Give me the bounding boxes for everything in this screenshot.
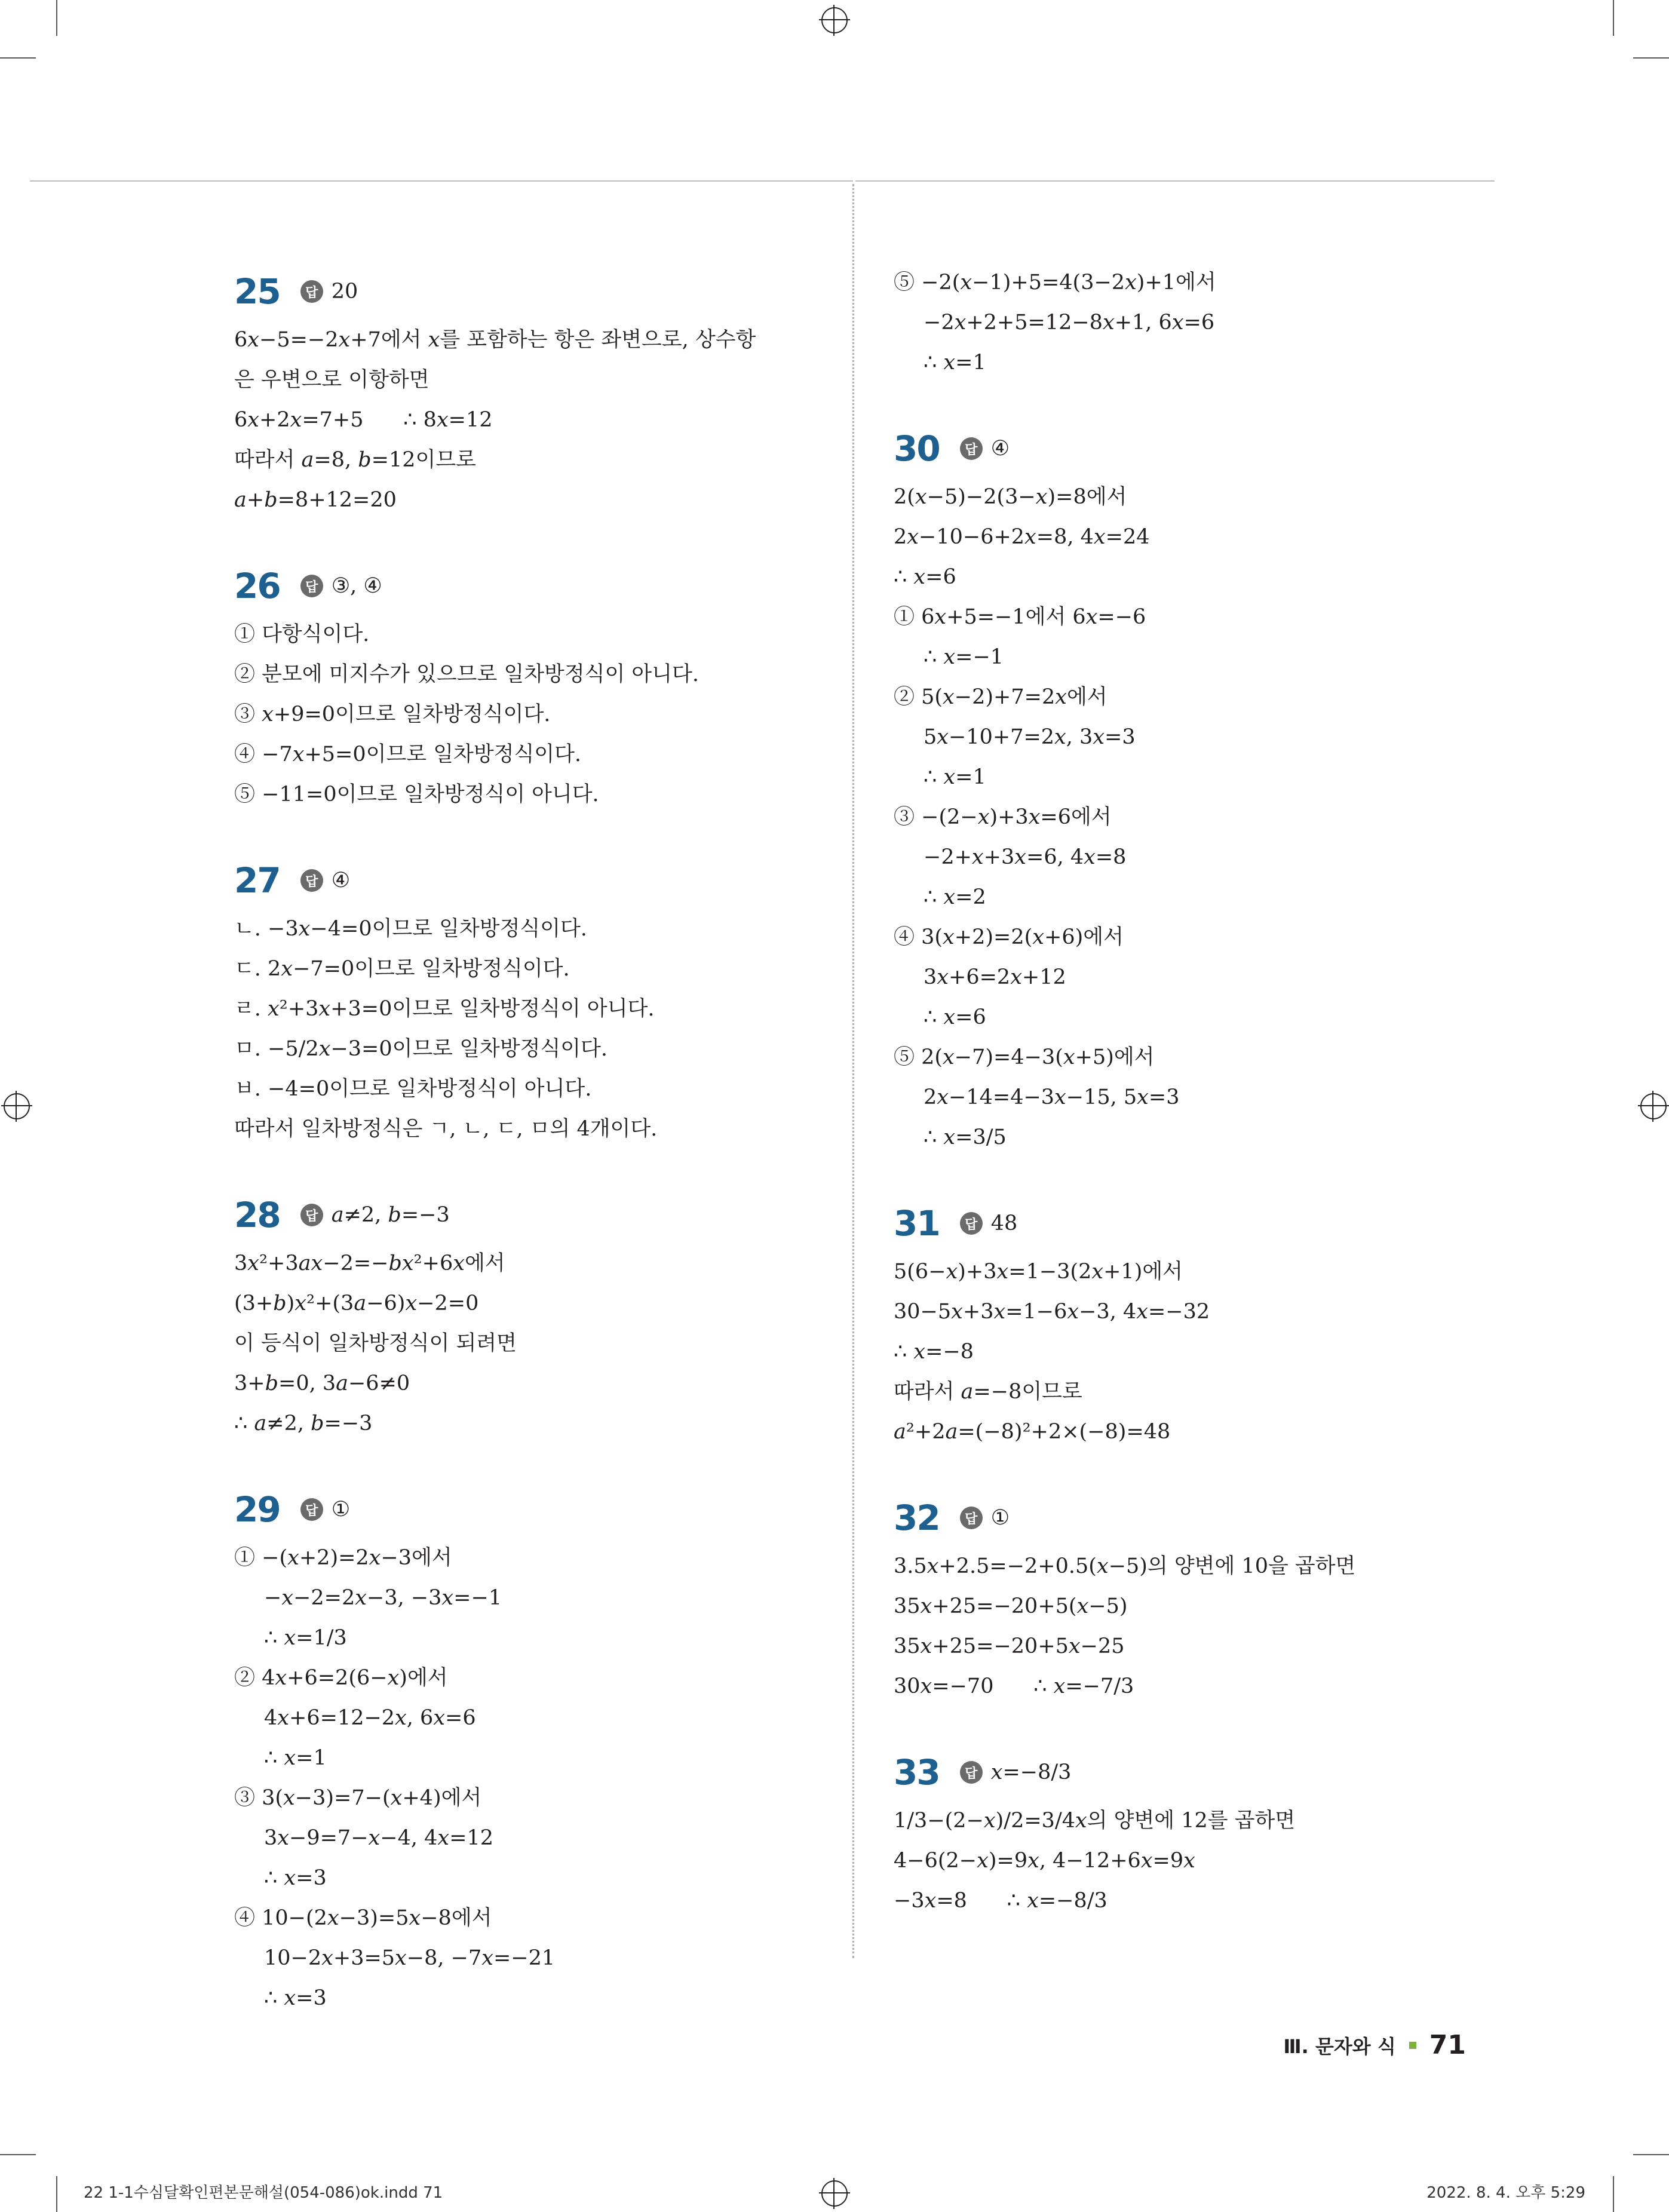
solution-line: −2+𝑥+3𝑥=6, 4𝑥=8 (924, 845, 1127, 869)
registration-mark-icon (821, 7, 848, 33)
registration-mark-icon (821, 2180, 848, 2207)
left-column (234, 263, 849, 2055)
solution-line: ⑤ −2(𝑥−1)+5=4(3−2𝑥)+1에서 (894, 271, 1216, 294)
solution-line: ∴ 𝑥=2 (924, 885, 986, 909)
solution-line: 10−2𝑥+3=5𝑥−8, −7𝑥=−21 (264, 1946, 556, 1970)
answer-value: 𝑥=−8/3 (990, 1760, 1072, 1784)
registration-mark-icon (1640, 1093, 1667, 1119)
solution-line: (3+𝑏)𝑥²+(3𝑎−6)𝑥−2=0 (234, 1291, 479, 1315)
problem-number: 26 (234, 566, 280, 606)
solution-line: ∴ 𝑥=−1 (924, 645, 1004, 669)
solution-line: ㄴ. −3𝑥−4=0이므로 일차방정식이다. (234, 917, 587, 941)
solution-line: 35𝑥+25=−20+5𝑥−25 (894, 1634, 1125, 1658)
answer-badge-icon: 답 (300, 575, 323, 597)
problem-header (894, 420, 1509, 477)
problem-number: 33 (894, 1752, 940, 1793)
top-rule-left (30, 180, 853, 182)
solution-line: ⑤ 2(𝑥−7)=4−3(𝑥+5)에서 (894, 1045, 1155, 1069)
top-rule-right (855, 180, 1495, 182)
answer-value: ④ (990, 437, 1010, 461)
solution-line: 2𝑥−10−6+2𝑥=8, 4𝑥=24 (894, 525, 1150, 549)
answer-value: ① (990, 1506, 1010, 1530)
problem-number: 27 (234, 860, 280, 901)
crop-mark (0, 2154, 36, 2155)
solution-line: ③ 3(𝑥−3)=7−(𝑥+4)에서 (234, 1786, 482, 1810)
solution-line: ④ 10−(2𝑥−3)=5𝑥−8에서 (234, 1906, 492, 1930)
solution-line: 4𝑥+6=12−2𝑥, 6𝑥=6 (264, 1706, 476, 1730)
problem-33 (894, 1744, 1509, 1921)
solution-line: 5(6−𝑥)+3𝑥=1−3(2𝑥+1)에서 (894, 1260, 1183, 1284)
problem-header (234, 263, 849, 320)
solution-line: 4−6(2−𝑥)=9𝑥, 4−12+6𝑥=9𝑥 (894, 1849, 1195, 1873)
crop-mark (1613, 0, 1614, 36)
solution-line: 35𝑥+25=−20+5(𝑥−5) (894, 1594, 1128, 1618)
crop-mark (1613, 2176, 1614, 2212)
solution-line: ∴ 𝑥=6 (924, 1005, 986, 1029)
solution-line: ② 분모에 미지수가 있으므로 일차방정식이 아니다. (234, 662, 699, 686)
crop-mark (56, 0, 57, 36)
answer-badge-icon: 답 (300, 869, 323, 892)
solution-line: 30−5𝑥+3𝑥=1−6𝑥−3, 4𝑥=−32 (894, 1300, 1210, 1324)
registration-mark-icon (4, 1093, 30, 1119)
solution-line: ⑤ −11=0이므로 일차방정식이 아니다. (234, 783, 599, 806)
solution-line: 따라서 𝑎=8, 𝑏=12이므로 (234, 448, 476, 472)
problem-header (234, 1186, 849, 1244)
answer-badge-icon: 답 (300, 280, 323, 303)
solution-line: 3𝑥−9=7−𝑥−4, 4𝑥=12 (264, 1826, 493, 1850)
problem-number: 25 (234, 271, 280, 312)
answer-badge-icon: 답 (300, 1204, 323, 1226)
page-number: 71 (1429, 2030, 1466, 2060)
answer-badge-icon: 답 (960, 1507, 983, 1529)
solution-line: ∴ 𝑥=3 (264, 1986, 327, 2010)
problem-number: 32 (894, 1498, 940, 1538)
problem-32 (894, 1489, 1509, 1707)
solution-line: ② 4𝑥+6=2(6−𝑥)에서 (234, 1666, 448, 1690)
solution-line: 3𝑥+6=2𝑥+12 (924, 965, 1066, 989)
problem-31 (894, 1195, 1509, 1452)
answer-badge-icon: 답 (960, 1212, 983, 1235)
slug-filename: 22 1-1수심달확인편본문해설(054-086)ok.indd 71 (84, 2184, 443, 2202)
footer-square-icon (1409, 2042, 1416, 2049)
problem-number: 31 (894, 1203, 940, 1244)
solution-line: ① 다항식이다. (234, 622, 370, 646)
answer-value: 𝑎≠2, 𝑏=−3 (331, 1203, 450, 1227)
problem-26 (234, 557, 849, 815)
answer-badge-icon: 답 (960, 1761, 983, 1784)
solution-line: 3.5𝑥+2.5=−2+0.5(𝑥−5)의 양변에 10을 곱하면 (894, 1554, 1356, 1578)
problem-30 (894, 420, 1509, 1158)
continued-solution (894, 263, 1509, 383)
solution-line: 3𝑥²+3𝑎𝑥−2=−𝑏𝑥²+6𝑥에서 (234, 1251, 505, 1275)
answer-badge-icon: 답 (300, 1498, 323, 1521)
solution-line: 30𝑥=−70 ∴ 𝑥=−7/3 (894, 1674, 1134, 1698)
problem-header (894, 1195, 1509, 1252)
page-footer (1283, 2030, 1466, 2060)
right-problems (894, 420, 1509, 1921)
problem-25 (234, 263, 849, 520)
solution-line: 따라서 𝑎=−8이므로 (894, 1380, 1082, 1404)
section-title: Ⅲ. 문자와 식 (1283, 2035, 1396, 2058)
solution-line: 2(𝑥−5)−2(3−𝑥)=8에서 (894, 485, 1127, 509)
problem-27 (234, 852, 849, 1149)
problem-28 (234, 1186, 849, 1444)
problem-number: 28 (234, 1195, 280, 1235)
crop-mark (1633, 57, 1669, 59)
solution-line: ② 5(𝑥−2)+7=2𝑥에서 (894, 685, 1107, 709)
crop-mark (56, 2176, 57, 2212)
problem-header (894, 1744, 1509, 1801)
solution-line: 1/3−(2−𝑥)/2=3/4𝑥의 양변에 12를 곱하면 (894, 1809, 1296, 1833)
solution-line: 따라서 일차방정식은 ㄱ, ㄴ, ㄷ, ㅁ의 4개이다. (234, 1117, 658, 1141)
solution-line: 𝑎²+2𝑎=(−8)²+2×(−8)=48 (894, 1420, 1171, 1444)
solution-line: ∴ 𝑥=1 (924, 765, 986, 789)
solution-line: −𝑥−2=2𝑥−3, −3𝑥=−1 (264, 1586, 502, 1610)
solution-line: ④ −7𝑥+5=0이므로 일차방정식이다. (234, 743, 581, 766)
right-column (894, 263, 1509, 1958)
solution-line: 2𝑥−14=4−3𝑥−15, 5𝑥=3 (924, 1085, 1180, 1109)
problem-header (234, 852, 849, 909)
solution-line: 6𝑥−5=−2𝑥+7에서 𝑥를 포함하는 항은 좌변으로, 상수항 (234, 328, 756, 352)
answer-value: 20 (331, 280, 358, 303)
slug-date: 2022. 8. 4. 오후 5:29 (1426, 2184, 1585, 2202)
solution-line: ③ 𝑥+9=0이므로 일차방정식이다. (234, 702, 551, 726)
solution-line: ∴ 𝑥=3 (264, 1866, 327, 1890)
solution-line: 6𝑥+2𝑥=7+5 ∴ 8𝑥=12 (234, 408, 493, 432)
solution-line: 5𝑥−10+7=2𝑥, 3𝑥=3 (924, 725, 1136, 749)
solution-line: 3+𝑏=0, 3𝑎−6≠0 (234, 1372, 410, 1395)
solution-line: −3𝑥=8 ∴ 𝑥=−8/3 (894, 1889, 1107, 1913)
problem-header (234, 1481, 849, 1538)
answer-value: ① (331, 1498, 351, 1521)
column-divider (852, 184, 854, 1958)
solution-line: 이 등식이 일차방정식이 되려면 (234, 1332, 517, 1355)
answer-value: ③, ④ (331, 574, 382, 598)
problem-29 (234, 1481, 849, 2018)
solution-line: ∴ 𝑥=−8 (894, 1340, 974, 1364)
problem-number: 29 (234, 1489, 280, 1530)
crop-mark (0, 57, 36, 59)
solution-line: ① −(𝑥+2)=2𝑥−3에서 (234, 1546, 452, 1570)
solution-line: 은 우변으로 이항하면 (234, 368, 429, 392)
solution-line: ∴ 𝑎≠2, 𝑏=−3 (234, 1412, 373, 1435)
solution-line: ∴ 𝑥=6 (894, 565, 956, 589)
solution-line: ③ −(2−𝑥)+3𝑥=6에서 (894, 805, 1112, 829)
problem-header (894, 1489, 1509, 1547)
solution-line: ④ 3(𝑥+2)=2(𝑥+6)에서 (894, 925, 1124, 949)
answer-badge-icon: 답 (960, 437, 983, 460)
solution-line: ∴ 𝑥=1 (924, 351, 986, 375)
answer-value: ④ (331, 869, 351, 892)
solution-line: ① 6𝑥+5=−1에서 6𝑥=−6 (894, 605, 1146, 629)
solution-line: −2𝑥+2+5=12−8𝑥+1, 6𝑥=6 (924, 311, 1215, 335)
problem-number: 30 (894, 428, 940, 469)
solution-line: 𝑎+𝑏=8+12=20 (234, 488, 397, 512)
solution-line: ㄷ. 2𝑥−7=0이므로 일차방정식이다. (234, 957, 570, 981)
answer-value: 48 (990, 1211, 1018, 1235)
solution-line: ∴ 𝑥=3/5 (924, 1125, 1007, 1149)
crop-mark (1633, 2154, 1669, 2155)
solution-line: ㄹ. 𝑥²+3𝑥+3=0이므로 일차방정식이 아니다. (234, 997, 655, 1021)
problem-header (234, 557, 849, 615)
solution-line: ㅂ. −4=0이므로 일차방정식이 아니다. (234, 1077, 592, 1101)
solution-line: ㅁ. −5/2𝑥−3=0이므로 일차방정식이다. (234, 1037, 608, 1061)
solution-line: ∴ 𝑥=1 (264, 1746, 327, 1770)
solution-line: ∴ 𝑥=1/3 (264, 1626, 347, 1650)
